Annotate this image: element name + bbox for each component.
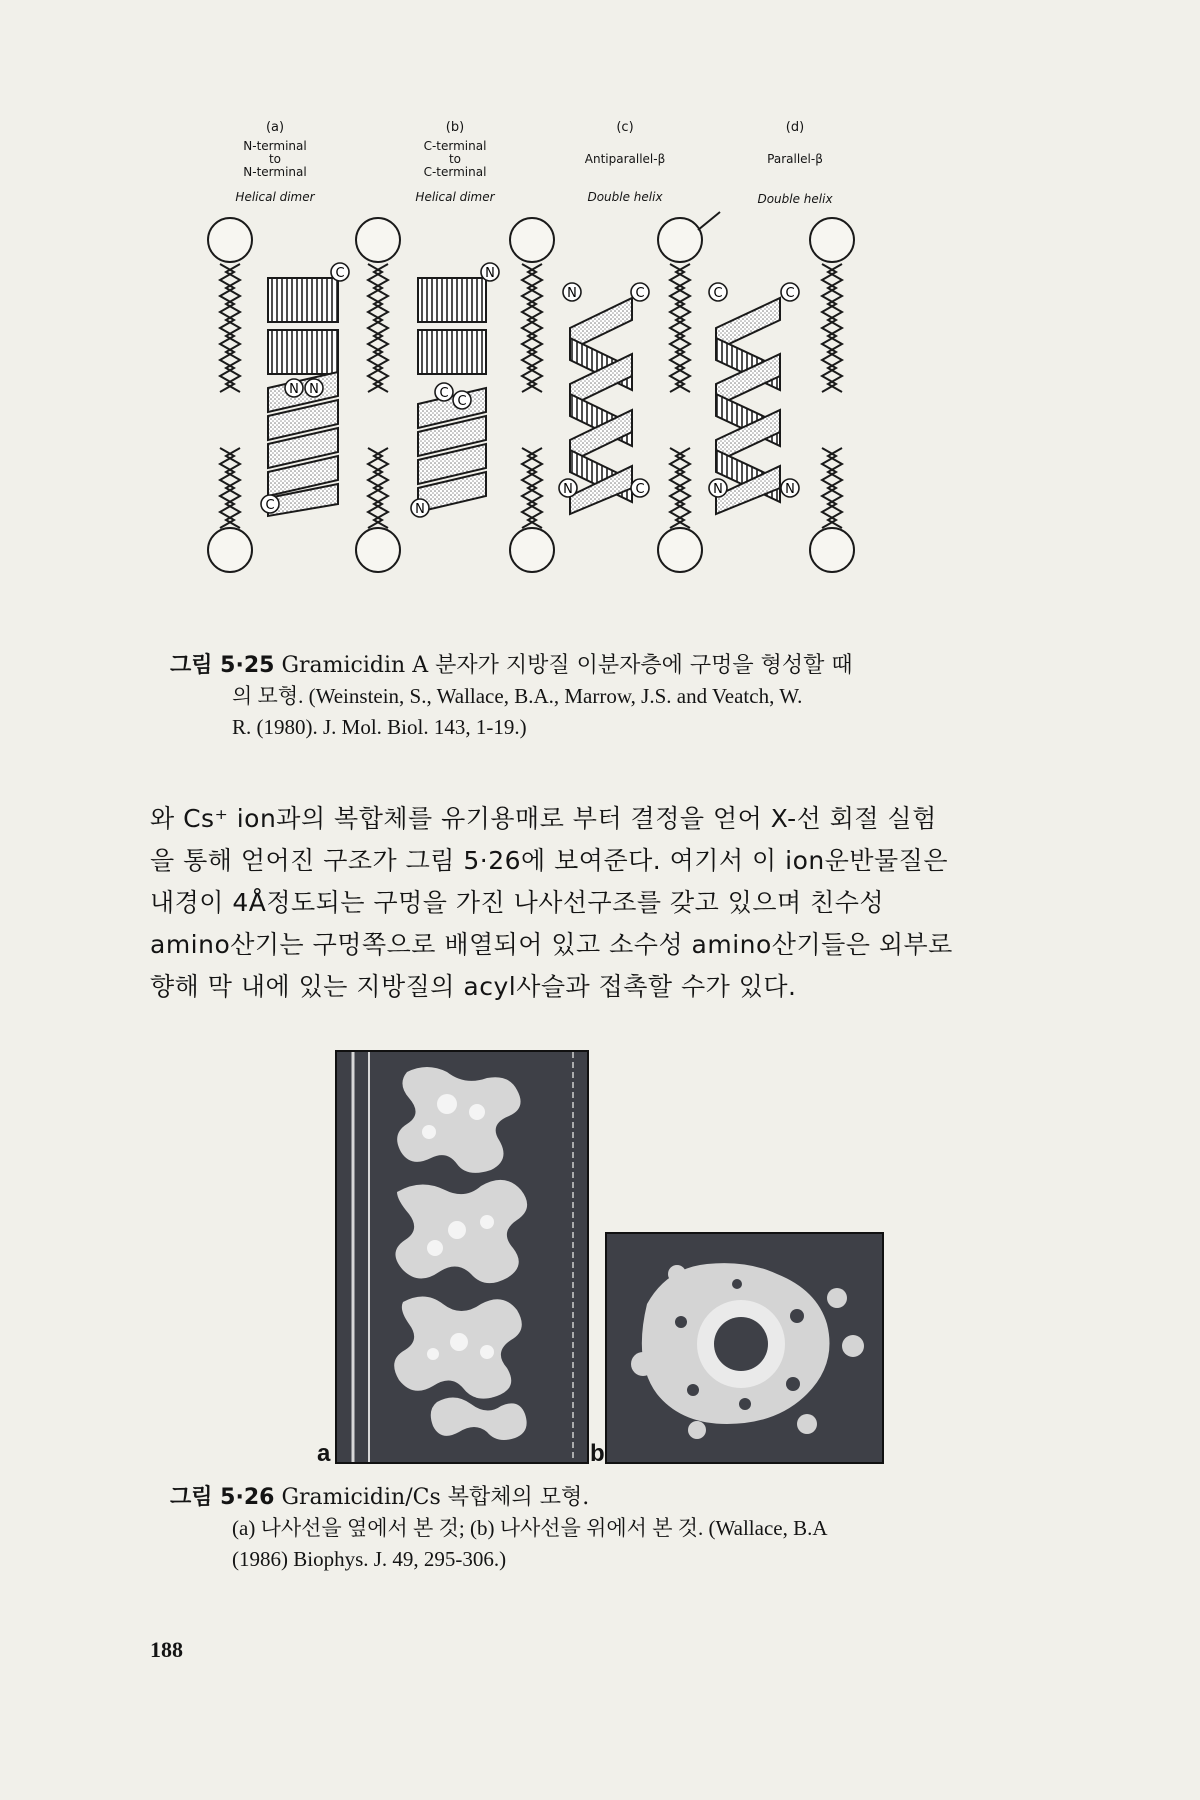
panel-a-type: Helical dimer: [235, 190, 315, 204]
photo-b-label: b: [590, 1440, 605, 1467]
panel-a-line2: to: [268, 152, 282, 166]
body-line-5: 향해 막 내에 있는 지방질의 acyl사슬과 접촉할 수가 있다.: [150, 972, 797, 1001]
panel-c-tag: (c): [616, 120, 634, 135]
panel-b-tag: (b): [445, 120, 465, 135]
body-line-4: amino산기는 구멍쪽으로 배열되어 있고 소수성 amino산기들은 외부로: [150, 930, 953, 959]
terminus-n-a1: [285, 379, 303, 397]
terminus-c-d1: [709, 283, 727, 301]
panel-c-type: Double helix: [587, 190, 663, 204]
helix-side-view-photo: [335, 1050, 589, 1464]
figure-5-26-caption-line2: (a) 나사선을 옆에서 본 것; (b) 나사선을 위에서 본 것. (Wallace, B.A: [232, 1516, 828, 1540]
photo-a-label: a: [317, 1440, 331, 1467]
panel-d-tag: (d): [785, 120, 805, 135]
helix-top-view-photo: [605, 1232, 884, 1464]
body-line-3: 내경이 4Å정도되는 구멍을 가진 나사선구조를 갖고 있으며 친수성: [150, 888, 885, 917]
svg-text:N: N: [415, 502, 425, 517]
figure-5-25-label: 그림 5·25: [170, 653, 275, 678]
svg-text:N: N: [567, 286, 577, 301]
terminus-c-c2: [631, 479, 649, 497]
terminus-n-c1: [563, 283, 581, 301]
terminus-c-d2: [781, 283, 799, 301]
panel-a-line1: N-terminal: [243, 139, 307, 153]
figure-5-25-caption-line2: 의 모형. (Weinstein, S., Wallace, B.A., Marrow, J.S. and Veatch, W.: [232, 684, 803, 708]
terminus-c-a2: [261, 495, 279, 513]
svg-text:C: C: [785, 286, 795, 301]
terminus-c-a1: [331, 263, 349, 281]
svg-text:C: C: [635, 286, 645, 301]
panel-c-line2: Antiparallel-β: [584, 152, 666, 166]
top-view-molecular-model: [607, 1234, 882, 1462]
terminus-n-d1: [709, 479, 727, 497]
lipid-column-4: [658, 212, 723, 572]
lipid-column-2: [356, 218, 400, 572]
figure-5-25-caption: [170, 650, 1070, 743]
svg-text:N: N: [563, 482, 573, 497]
svg-text:C: C: [713, 286, 723, 301]
lipid-column-1: [208, 218, 252, 572]
panel-b-line3: C-terminal: [423, 165, 487, 179]
figure-5-26-caption: [170, 1482, 1070, 1575]
svg-text:C: C: [439, 386, 449, 401]
panel-b-line1: C-terminal: [423, 139, 487, 153]
terminus-n-d2: [781, 479, 799, 497]
svg-text:N: N: [713, 482, 723, 497]
figure-5-25-caption-line3: R. (1980). J. Mol. Biol. 143, 1-19.): [232, 715, 527, 739]
body-paragraph: [150, 798, 1055, 1008]
lipid-column-3: [510, 218, 554, 572]
terminus-n-a2: [305, 379, 323, 397]
body-line-2: 을 통해 얻어진 구조가 그림 5·26에 보여준다. 여기서 이 ion운반물질은: [150, 846, 948, 875]
svg-text:N: N: [785, 482, 795, 497]
panel-d-type: Double helix: [757, 192, 833, 206]
side-view-molecular-model: [337, 1052, 587, 1462]
panel-b-type: Helical dimer: [415, 190, 495, 204]
svg-text:C: C: [635, 482, 645, 497]
figure-5-25-caption-line1: Gramicidin A 분자가 지방질 이분자층에 구멍을 형성할 때: [281, 653, 853, 678]
svg-text:C: C: [335, 266, 345, 281]
svg-text:N: N: [309, 382, 319, 397]
svg-text:C: C: [265, 498, 275, 513]
body-line-1: 와 Cs⁺ ion과의 복합체를 유기용매로 부터 결정을 얻어 X-선 회절 실험: [150, 804, 937, 833]
panel-a-line3: N-terminal: [243, 165, 307, 179]
terminus-c-c1: [631, 283, 649, 301]
terminus-c-b1: [435, 383, 453, 401]
terminus-n-b1: [481, 263, 499, 281]
svg-text:N: N: [485, 266, 495, 281]
helix-a: [268, 278, 338, 516]
figure-5-26-label: 그림 5·26: [170, 1485, 275, 1510]
gramicidin-channel-diagram: [150, 198, 1050, 640]
helix-c: [570, 298, 632, 514]
panel-d-line2: Parallel-β: [767, 152, 823, 166]
terminus-c-b2: [453, 391, 471, 409]
page-number: 188: [150, 1637, 183, 1662]
figure-5-26-caption-line3: (1986) Biophys. J. 49, 295-306.): [232, 1547, 507, 1571]
svg-text:N: N: [289, 382, 299, 397]
panel-b-line2: to: [448, 152, 462, 166]
helix-d: [716, 298, 780, 514]
terminus-n-b2: [411, 499, 429, 517]
panel-a-tag: (a): [265, 120, 285, 135]
figure-5-25: [150, 120, 1050, 640]
figure-5-26-caption-line1: Gramicidin/Cs 복합체의 모형.: [281, 1485, 590, 1510]
svg-text:C: C: [457, 394, 467, 409]
lipid-column-5: [810, 218, 854, 572]
terminus-n-c2: [559, 479, 577, 497]
